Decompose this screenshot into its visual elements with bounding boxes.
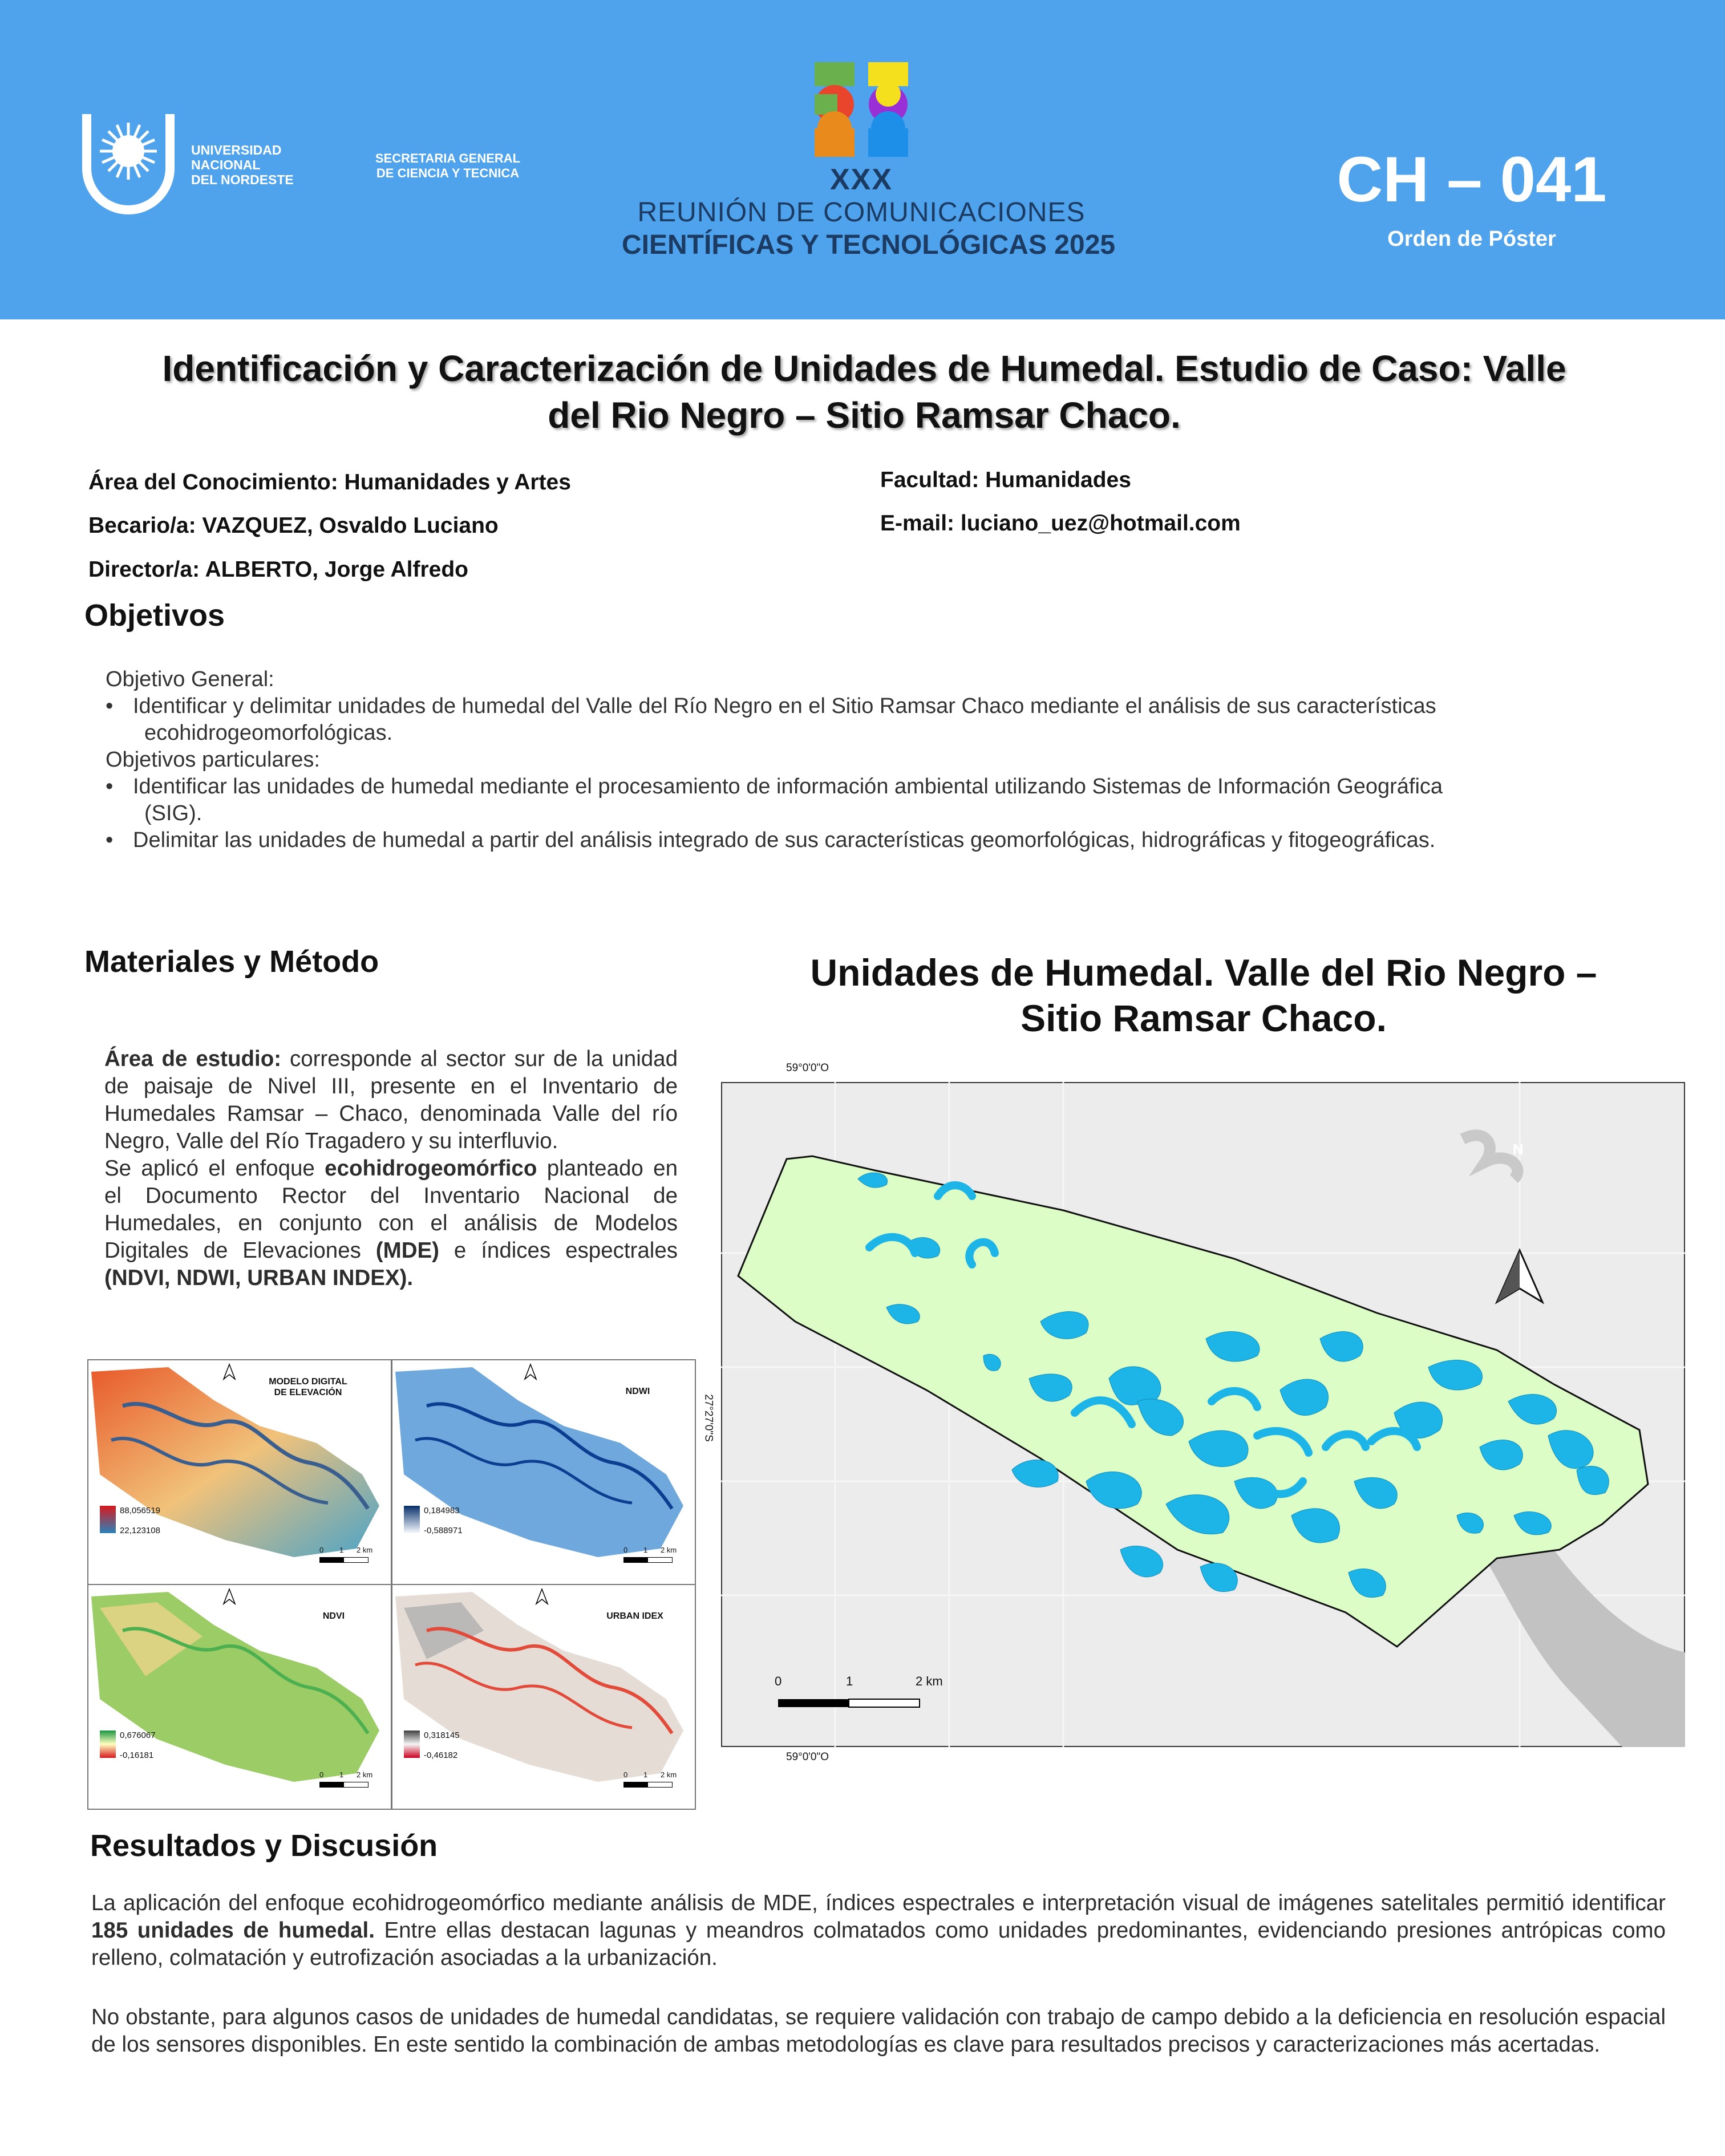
map-scale-2: 2 km	[916, 1674, 943, 1688]
event-name-line1: REUNIÓN DE COMUNICACIONES	[637, 197, 1086, 228]
ndvi-scale-1: 1	[339, 1770, 344, 1779]
method-text	[104, 1045, 678, 1292]
ndvi-title: NDVI	[322, 1611, 345, 1621]
event-edition: XXX	[829, 163, 893, 196]
mde-scale-bar	[319, 1557, 369, 1563]
urban-title: URBAN IDEX	[606, 1611, 663, 1621]
study-area-paragraph: Área de estudio: corresponde al sector sur de la unidad de paisaje de Nivel III, presente en el Inventario de Humedales Ramsar – Chaco, denominada Valle del río Negro, Valle del Río Tragadero y su interfluvio.	[104, 1047, 678, 1153]
ndvi-scale-0: 0	[319, 1770, 324, 1779]
lat-label-left: 27°27'0"S	[702, 1394, 715, 1442]
lon-label-bottom: 59°0'0"O	[786, 1751, 829, 1763]
mde-min: 22,123108	[120, 1526, 160, 1535]
urban-scale-1: 1	[643, 1770, 648, 1779]
secretaria-name: SECRETARIA GENERAL DE CIENCIA Y TECNICA	[375, 151, 521, 180]
particular-objective-2: • Delimitar las unidades de humedal a partir del análisis integrado de sus características geomorfológicas, hidrográficas y fitogeográficas.	[106, 827, 1634, 854]
north-arrow-icon	[222, 1588, 236, 1605]
ndvi-scale-2: 2 km	[357, 1770, 373, 1779]
map-scale-0: 0	[775, 1674, 782, 1688]
approach-paragraph: Se aplicó el enfoque ecohidrogeomórfico planteado en el Documento Rector del Inventario Nacional de Humedales, en conjunto con el análisis de Modelos Digitales de Elevaciones (MDE) e índices espectrales (NDVI, NDWI, URBAN INDEX).	[104, 1156, 678, 1290]
unne-logo-icon	[80, 111, 177, 220]
ndwi-title: NDWI	[625, 1387, 650, 1396]
general-label: Objetivo General:	[106, 667, 274, 691]
urban-scale-0: 0	[623, 1770, 628, 1779]
mde-scale-0: 0	[319, 1546, 324, 1554]
map-title: Unidades de Humedal. Valle del Rio Negro – Sitio Ramsar Chaco.	[810, 951, 1597, 1039]
mde-title: MODELO DIGITAL DE ELEVACIÓN	[269, 1377, 347, 1397]
north-arrow-icon	[222, 1363, 236, 1380]
particular-objective-1: • Identificar las unidades de humedal mediante el procesamiento de información ambiental utilizando Sistemas de Información Geográfica (SIG).	[106, 773, 1634, 827]
ndwi-min: -0,588971	[424, 1526, 463, 1535]
lon-label-top: 59°0'0"O	[786, 1062, 829, 1074]
ndwi-max: 0,184983	[424, 1506, 460, 1515]
panel-mde	[87, 1359, 392, 1585]
faculty: Facultad: Humanidades	[880, 468, 1131, 492]
email: E-mail: luciano_uez@hotmail.com	[880, 511, 1241, 536]
ndvi-scale-bar	[319, 1782, 369, 1788]
panel-ndwi	[391, 1359, 696, 1585]
urban-scale-2: 2 km	[661, 1770, 677, 1779]
knowledge-area: Área del Conocimiento: Humanidades y Artes	[88, 470, 571, 495]
mde-scale-1: 1	[339, 1546, 344, 1554]
panel-ndvi	[87, 1584, 392, 1810]
map-scale-1: 1	[846, 1674, 853, 1688]
materiales-heading: Materiales y Método	[84, 945, 379, 979]
objetivos-list	[106, 666, 1634, 854]
wetland-map	[721, 1082, 1685, 1747]
mde-scale-2: 2 km	[357, 1546, 373, 1554]
urban-max: 0,318145	[424, 1731, 460, 1740]
ndwi-scale-0: 0	[623, 1546, 628, 1554]
results-paragraph-1: La aplicación del enfoque ecohidrogeomórfico mediante análisis de MDE, índices espectrales e interpretación visual de imágenes satelitales permitió identificar 185 unidades de humedal. Entre ellas destacan lagunas y meandros colmatados como unidades predominantes, evidenciando presiones antrópicas como relleno, colmatación y eutrofización asociadas a la urbanización.	[91, 1891, 1666, 1970]
north-arrow-icon	[535, 1588, 549, 1605]
fellow-name: Becario/a: VAZQUEZ, Osvaldo Luciano	[88, 513, 499, 538]
panel-urban	[391, 1584, 696, 1810]
ndvi-min: -0,16181	[120, 1750, 154, 1760]
north-label: N	[1513, 1141, 1524, 1158]
objetivos-heading: Objetivos	[84, 598, 225, 633]
resultados-heading: Resultados y Discusión	[90, 1829, 438, 1863]
particular-label: Objetivos particulares:	[106, 748, 320, 772]
urban-min: -0,46182	[424, 1750, 458, 1760]
event-name-line2: CIENTÍFICAS Y TECNOLÓGICAS 2025	[622, 230, 1116, 260]
ndvi-max: 0,676067	[120, 1731, 156, 1740]
poster-order-label: Orden de Póster	[1387, 227, 1556, 251]
general-objective: • Identificar y delimitar unidades de humedal del Valle del Río Negro en el Sitio Ramsar Chaco mediante el análisis de sus características ecohidrogeomorfológicas.	[106, 693, 1634, 747]
poster-code: CH – 041	[1337, 144, 1607, 215]
event-logo-icon	[810, 60, 913, 160]
north-arrow-icon	[524, 1363, 537, 1380]
ndwi-scale-2: 2 km	[661, 1546, 677, 1554]
mde-max: 88,056519	[120, 1506, 160, 1515]
urban-scale-bar	[623, 1782, 673, 1788]
poster-title: Identificación y Caracterización de Unidades de Humedal. Estudio de Caso: Valle del Rio Negro – Sitio Ramsar Chaco.	[162, 348, 1566, 436]
ndwi-scale-bar	[623, 1557, 673, 1563]
university-name: UNIVERSIDAD NACIONAL DEL NORDESTE	[191, 143, 294, 187]
director-name: Director/a: ALBERTO, Jorge Alfredo	[88, 557, 468, 582]
ndwi-scale-1: 1	[643, 1546, 648, 1554]
results-paragraph-2: No obstante, para algunos casos de unidades de humedal candidatas, se requiere validación con trabajo de campo debido a la deficiencia en resolución espacial de los sensores disponibles. En este sentido la combinación de ambas metodologías es clave para resultados precisos y caracterizaciones más acertadas.	[91, 2005, 1666, 2057]
